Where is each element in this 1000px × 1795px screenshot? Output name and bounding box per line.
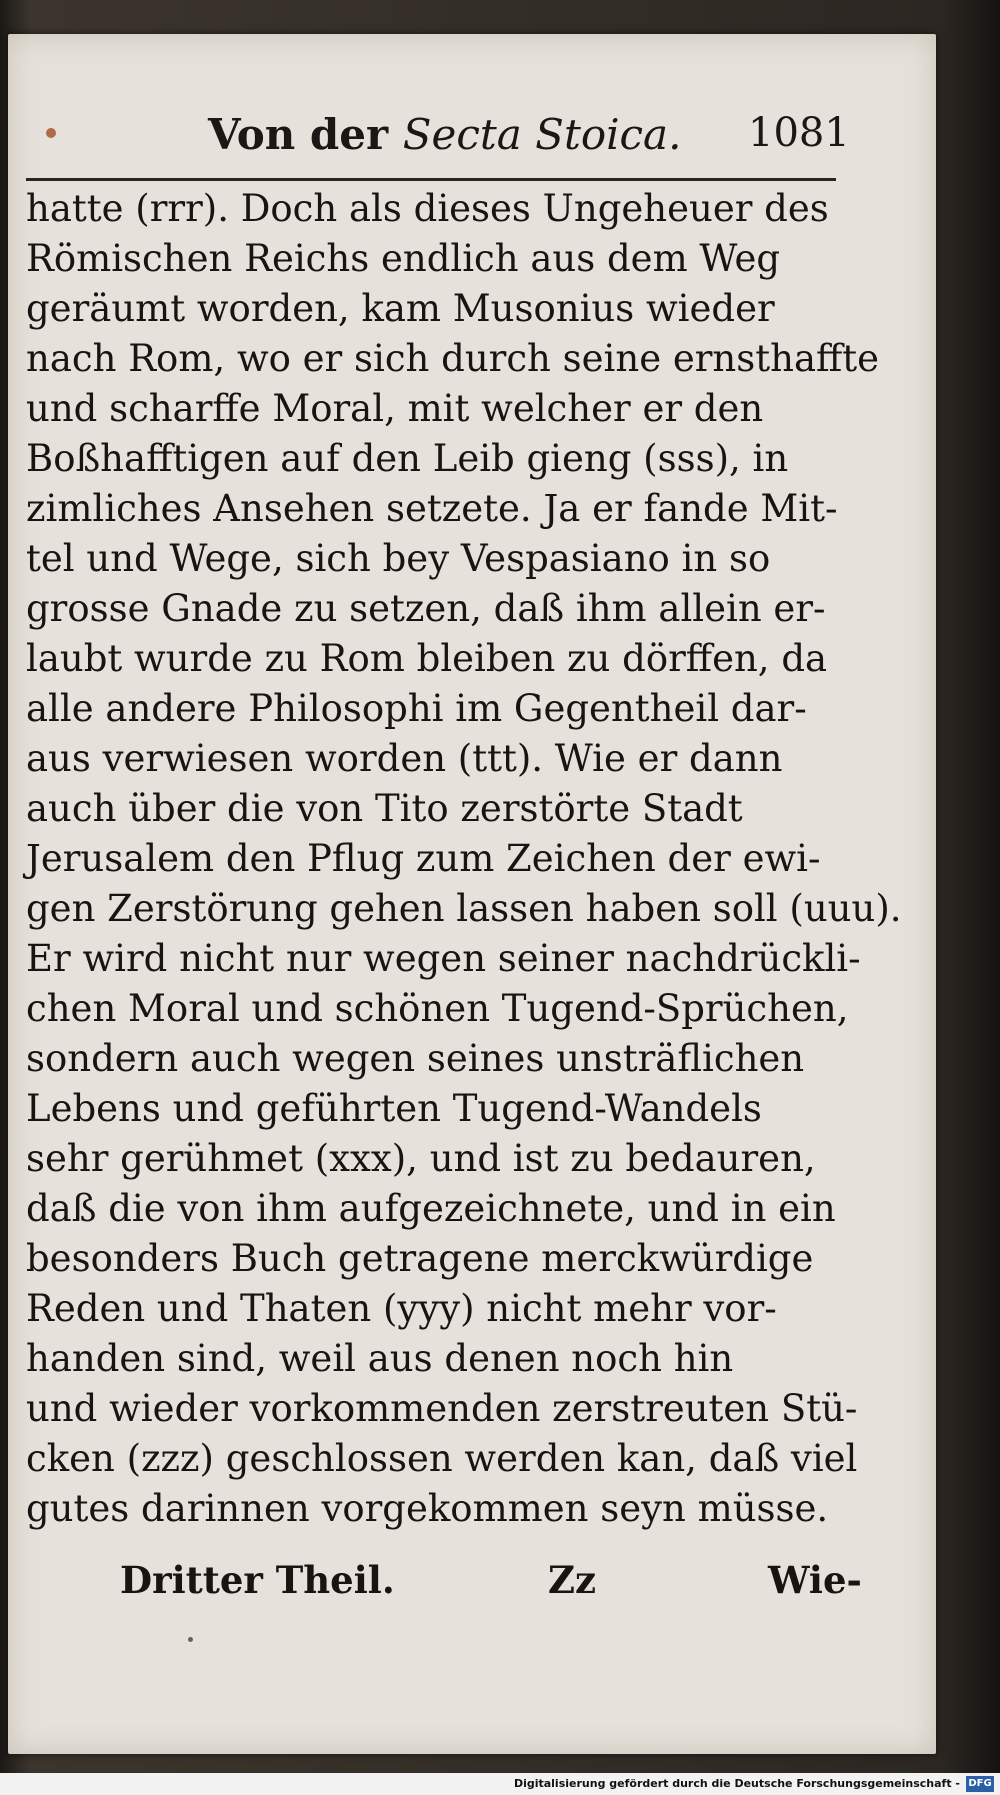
text-line: daß die von ihm aufgezeichnete, und in ein <box>26 1187 836 1230</box>
text-line: laubt wurde zu Rom bleiben zu dörffen, da <box>26 637 828 680</box>
paper-speck <box>188 1637 193 1642</box>
text-line: alle andere Philosophi im Gegentheil dar- <box>26 687 807 730</box>
text-line: und scharffe Moral, mit welcher er den <box>26 387 764 430</box>
signature-mark: Zz <box>548 1558 597 1602</box>
text-line: tel und Wege, sich bey Vespasiano in so <box>26 537 771 580</box>
running-title-main: Von der <box>208 110 403 159</box>
text-line: grosse Gnade zu setzen, daß ihm allein er- <box>26 587 826 630</box>
text-line: Lebens und geführten Tugend-Wandels <box>26 1087 762 1130</box>
dfg-logo: DFG <box>966 1776 994 1792</box>
text-line: Boßhafftigen auf den Leib gieng (sss), in <box>26 437 789 480</box>
text-line: Römischen Reichs endlich aus dem Weg <box>26 237 781 280</box>
page-number: 1081 <box>748 110 850 156</box>
text-line: Jerusalem den Pflug zum Zeichen der ewi- <box>26 837 821 880</box>
page-footer <box>28 1558 878 1618</box>
credit-bar <box>0 1773 1000 1795</box>
text-line: nach Rom, wo er sich durch seine ernsthaffte <box>26 337 880 380</box>
text-line: cken (zzz) geschlossen werden kan, daß viel <box>26 1437 858 1480</box>
text-line: Er wird nicht nur wegen seiner nachdrückli- <box>26 937 861 980</box>
text-line: zimliches Ansehen setzete. Ja er fande Mit- <box>26 487 838 530</box>
catchword: Wie- <box>768 1558 862 1602</box>
body-text <box>26 184 902 1534</box>
running-header <box>28 102 850 172</box>
credit-text: Digitalisierung gefördert durch die Deutsche Forschungsgemeinschaft - <box>513 1777 960 1790</box>
text-line: aus verwiesen worden (ttt). Wie er dann <box>26 737 783 780</box>
text-line: und wieder vorkommenden zerstreuten Stü- <box>26 1387 858 1430</box>
text-line: chen Moral und schönen Tugend-Sprüchen, <box>26 987 849 1030</box>
text-line: hatte (rrr). Doch als dieses Ungeheuer des <box>26 187 829 230</box>
volume-label: Dritter Theil. <box>120 1558 395 1602</box>
running-title-italic: Secta Stoica. <box>402 110 682 159</box>
text-line: sehr gerühmet (xxx), und ist zu bedauren, <box>26 1137 816 1180</box>
ink-dot <box>46 128 56 138</box>
text-line: gutes darinnen vorgekommen seyn müsse. <box>26 1487 829 1530</box>
header-rule <box>26 178 836 181</box>
text-line: auch über die von Tito zerstörte Stadt <box>26 787 743 830</box>
text-line: sondern auch wegen seines unsträflichen <box>26 1037 805 1080</box>
text-line: Reden und Thaten (yyy) nicht mehr vor- <box>26 1287 777 1330</box>
text-line: besonders Buch getragene merckwürdige <box>26 1237 814 1280</box>
text-line: gen Zerstörung gehen lassen haben soll (uuu). <box>26 887 902 930</box>
text-line: geräumt worden, kam Musonius wieder <box>26 287 775 330</box>
text-line: handen sind, weil aus denen noch hin <box>26 1337 734 1380</box>
running-title <box>208 110 681 159</box>
book-page <box>8 34 936 1754</box>
